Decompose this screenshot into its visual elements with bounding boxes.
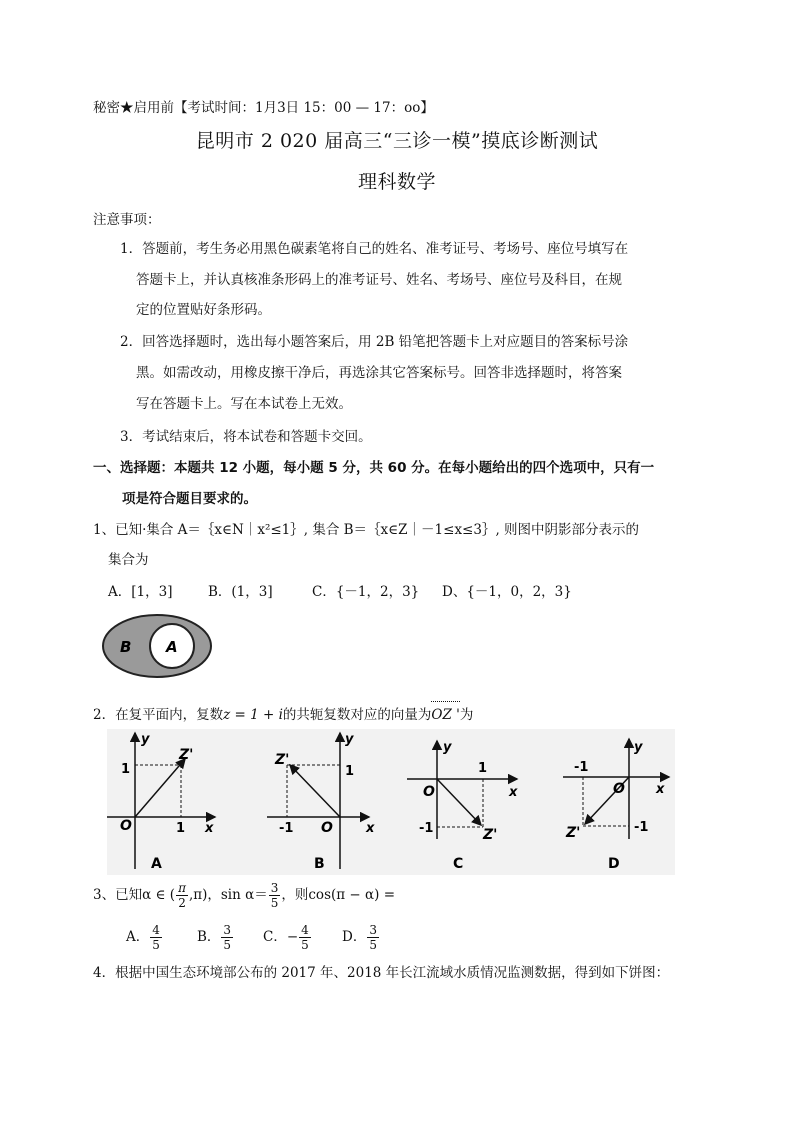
svg-text:O: O [613,781,625,797]
figure-a [107,732,215,872]
q3-range-fraction: $\frac{\pi}{2}$ [178,881,186,910]
svg-text:y: y [141,732,150,747]
notice-line: 黑。如需改动，用橡皮擦干净后，再选涂其它答案标号。回答非选择题时，将答案 [136,365,622,381]
svg-text:x: x [366,821,375,836]
q3-stem [93,880,395,910]
svg-text:B: B [314,856,325,872]
svg-text:Z': Z' [275,752,290,768]
section-heading: 一、选择题：本题共 12 小题，每小题 5 分，共 60 分。在每小题给出的四个选项中，只有一 [93,460,655,476]
vector-a [135,759,185,817]
q2-stem-pre: 2．在复平面内，复数 [93,707,224,723]
notice-heading: 注意事项： [93,212,161,228]
svg-text:y: y [345,732,354,747]
q1-option-b: B．(1，3] [208,584,273,600]
svg-text:y: y [634,740,643,755]
vector-b [290,765,340,817]
q1-option-a: A．[1，3] [108,584,173,600]
set-b-label: B [120,638,132,656]
q2-stem-mid: 的共轭复数对应的向量为 [282,707,432,723]
notice-line: 2．回答选择题时，选出每小题答案后，用 2B 铅笔把答题卡上对应题目的答案标号涂 [120,334,629,350]
q3-post: ，则cos(π − α) = [281,887,396,903]
q3-pre: 3、已知α ∈ ( [93,887,176,903]
svg-text:Z': Z' [566,825,581,841]
figure-b [267,732,375,872]
exam-title: 昆明市 2 020 届高三“三诊一模”摸底诊断测试 [195,130,599,152]
svg-text:-1: -1 [279,821,294,836]
svg-text:-1: -1 [574,760,589,775]
svg-text:1: 1 [121,762,131,777]
q1-stem-cont: 集合为 [108,552,149,568]
notice-line: 写在答题卡上。写在本试卷上无效。 [136,396,352,412]
notice-line: 定的位置贴好条形码。 [136,302,271,318]
q3-option-c: C．− $\frac{4}{5}$ [263,923,309,952]
set-a-label: A [166,638,178,656]
q2-complex: z = 1 + i [223,707,283,723]
svg-text:1: 1 [176,821,186,836]
section-heading-cont: 项是符合题目要求的。 [122,491,257,507]
subject-title: 理科数学 [357,171,436,193]
q3-option-d: D． $\frac{3}{5}$ [342,923,377,952]
notice-line: 1．答题前，考生务必用黑色碳素笔将自己的姓名、准考证号、考场号、座位号填写在 [120,241,629,257]
vector-c [437,779,481,825]
svg-text:-1: -1 [634,820,649,835]
svg-text:O: O [120,818,132,834]
svg-text:O: O [423,784,435,800]
secret-line: 秘密★启用前【考试时间：1月3日 15：00 — 17：oo】 [93,100,434,116]
notice-line: 3．考试结束后，将本试卷和答题卡交回。 [120,429,372,445]
svg-text:1: 1 [345,764,355,779]
q3-option-a: A． $\frac{4}{5}$ [126,923,160,952]
venn-diagram [100,612,215,680]
q2-vector: OZ ' [431,707,459,723]
svg-text:y: y [443,740,452,755]
svg-text:x: x [656,782,665,797]
q2-figure-panel [107,729,675,875]
q2-stem-post: 为 [459,707,474,723]
svg-text:Z': Z' [179,747,194,763]
q3-range-post: ,π)，sin α＝ [188,887,268,903]
svg-text:x: x [509,785,518,800]
q1-stem: 1、已知·集合 A＝｛x∈N｜x²≤1｝, 集合 B＝｛x∈Z｜－1≤x≤3｝, 则图中阴影部分表示的 [93,522,640,538]
figure-d [563,739,669,872]
svg-text:1: 1 [478,761,488,776]
svg-text:Z': Z' [483,827,498,843]
svg-text:D: D [608,856,620,872]
q1-option-c: C．{－1，2，3} [312,584,420,600]
notice-line: 答题卡上，并认真核准条形码上的准考证号、姓名、考场号、座位号及科目，在规 [136,272,622,288]
svg-text:x: x [205,821,214,836]
q1-option-d: D、{－1，0，2，3} [442,584,572,600]
q2-stem [93,703,473,723]
svg-text:O: O [321,820,333,836]
svg-text:C: C [453,856,464,872]
figure-c [407,740,518,872]
svg-text:A: A [151,856,162,872]
q3-option-b: B． $\frac{3}{5}$ [197,923,232,952]
q4-stem: 4．根据中国生态环境部公布的 2017 年、2018 年长江流域水质情况监测数据，得到如下饼图： [93,965,670,981]
svg-text:-1: -1 [419,821,434,836]
q3-sin-fraction: $\frac{3}{5}$ [270,881,279,910]
